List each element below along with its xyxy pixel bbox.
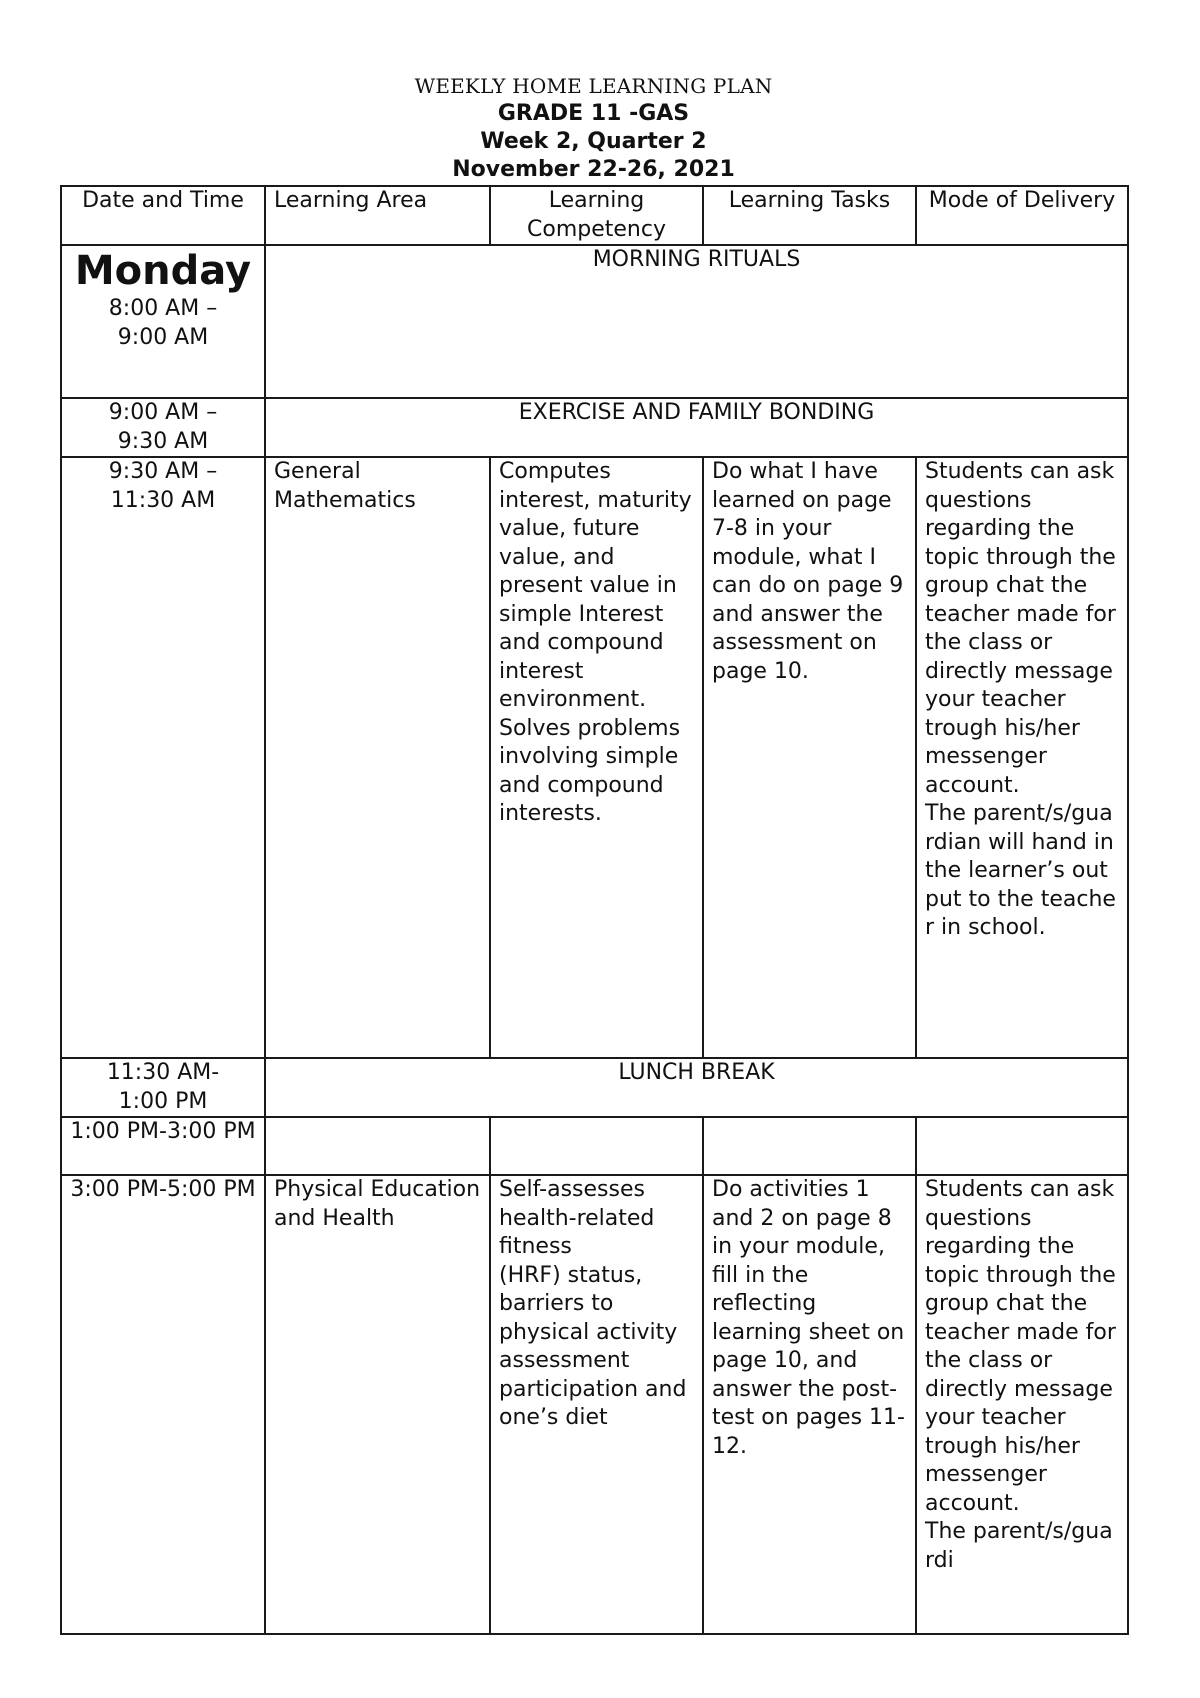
math-delivery-cell (916, 457, 1128, 1058)
exercise-activity: EXERCISE AND FAMILY BONDING (265, 398, 1128, 457)
table-row (61, 1058, 1128, 1117)
col-header-learning-tasks: Learning Tasks (703, 186, 916, 245)
pe-delivery-text: Students can ask questions regarding the topic through the group chat the teacher made for the class or directly message your teacher trough his/her messenger account. (925, 1177, 1116, 1516)
week-label: Week 2, Quarter 2 (480, 129, 707, 154)
col-header-date-time: Date and Time (61, 186, 265, 245)
document-header (60, 72, 1127, 184)
exercise-time: 9:00 AM – 9:30 AM (61, 398, 265, 457)
date-range: November 22-26, 2021 (452, 157, 735, 182)
morning-time-cell (61, 245, 265, 398)
table-row (61, 457, 1128, 1058)
math-time: 9:30 AM – 11:30 AM (61, 457, 265, 1058)
plan-title: WEEKLY HOME LEARNING PLAN (414, 74, 773, 98)
morning-time: 8:00 AM – 9:00 AM (108, 296, 218, 350)
math-delivery-text: Students can ask questions regarding the topic through the group chat the teacher made for the class or directly message your teacher trough his/her messenger account. (925, 459, 1116, 798)
math-tasks: Do what I have learned on page 7-8 in your module, what I can do on page 9 and answer the assessment on page 10. (703, 457, 916, 1058)
table-row (61, 1175, 1128, 1634)
empty-cell (916, 1117, 1128, 1175)
pe-tasks: Do activities 1 and 2 on page 8 in your module, fill in the reflecting learning sheet on page 10, and answer the post- test on pages 11-12. (703, 1175, 916, 1634)
lunch-time: 11:30 AM- 1:00 PM (61, 1058, 265, 1117)
math-competency: Computes interest, maturity value, future value, and present value in simple Interest and compound interest environment. Solves problems involving simple and compound interests. (490, 457, 703, 1058)
morning-activity: MORNING RITUALS (265, 245, 1128, 398)
col-header-learning-area: Learning Area (265, 186, 490, 245)
grade-label: GRADE 11 -GAS (497, 101, 690, 126)
lunch-activity: LUNCH BREAK (265, 1058, 1128, 1117)
table-header-row (61, 186, 1128, 245)
empty-cell (703, 1117, 916, 1175)
afternoon-time: 1:00 PM-3:00 PM (61, 1117, 265, 1175)
table-row (61, 1117, 1128, 1175)
col-header-learning-competency: Learning Competency (490, 186, 703, 245)
col-header-mode-of-delivery: Mode of Delivery (916, 186, 1128, 245)
learning-plan-table (60, 185, 1129, 1635)
table-row (61, 398, 1128, 457)
math-learning-area: General Mathematics (265, 457, 490, 1058)
pe-delivery-handin: The parent/s/guardi (925, 1519, 1113, 1573)
table-row (61, 245, 1128, 398)
day-label: Monday (74, 248, 252, 294)
empty-cell (265, 1117, 490, 1175)
pe-competency: Self-assesses health-related fitness (HRF) status, barriers to physical activity assessment participation and one’s diet (490, 1175, 703, 1634)
pe-learning-area: Physical Education and Health (265, 1175, 490, 1634)
empty-cell (490, 1117, 703, 1175)
math-delivery-handin: The parent/s/guardian will hand in the learner’s output to the teacher in school. (925, 801, 1116, 940)
pe-time: 3:00 PM-5:00 PM (61, 1175, 265, 1634)
pe-delivery-cell (916, 1175, 1128, 1634)
